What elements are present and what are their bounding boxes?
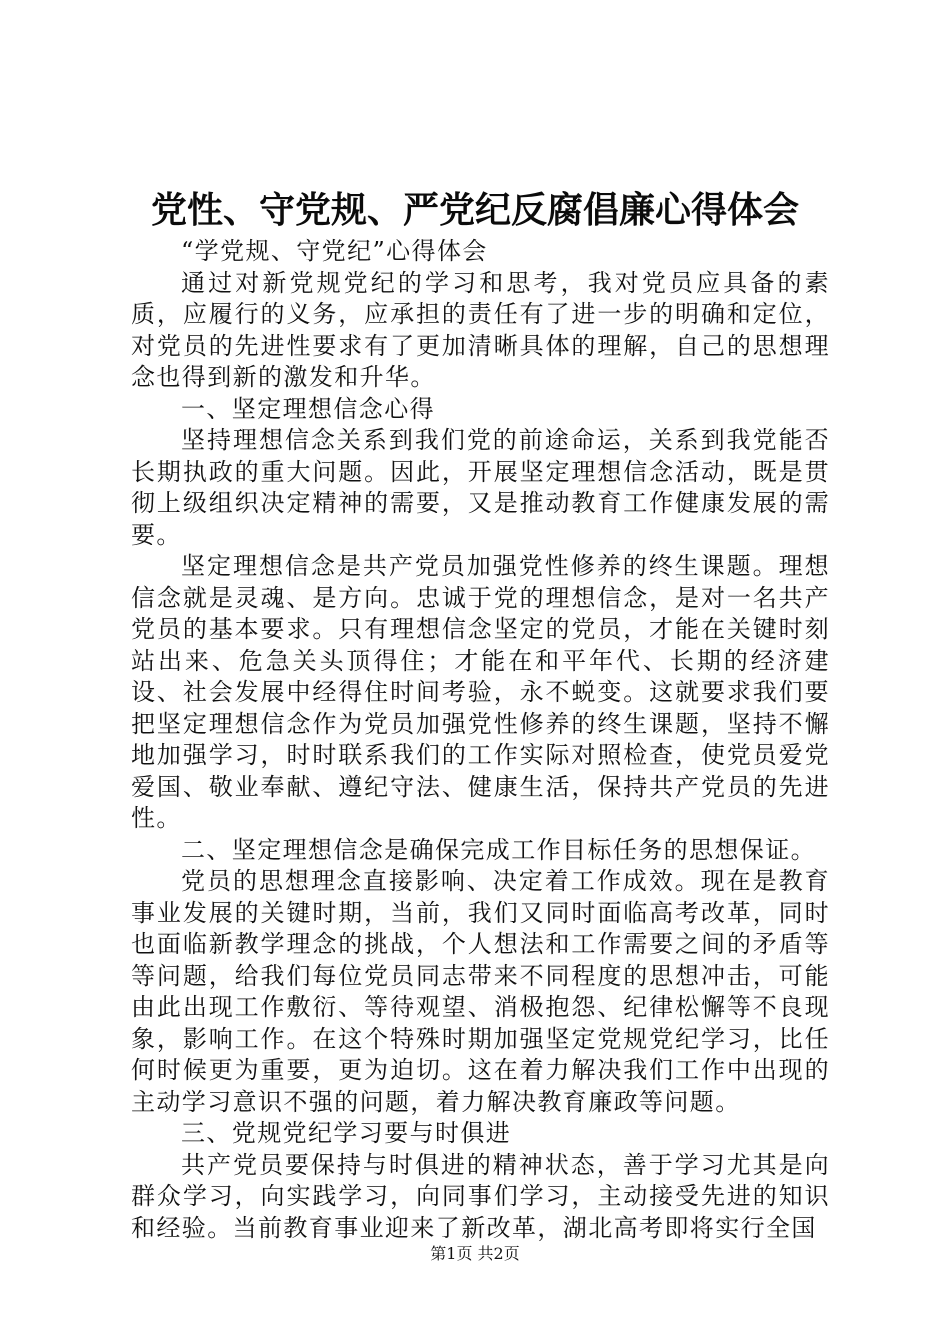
- page-number-footer: 第1页 共2页: [430, 1244, 520, 1263]
- document-body: [131, 236, 830, 1244]
- paragraph: 坚定理想信念是共产党员加强党性修养的终生课题。理想信念就是灵魂、是方向。忠诚于党的理想信念，是对一名共产党员的基本要求。只有理想信念坚定的党员，才能在关键时刻站出来、危急关头顶得住；才能在和平年代、长期的经济建设、社会发展中经得住时间考验，永不蜕变。这就要求我们要把坚定理想信念作为党员加强党性修养的终生课题，坚持不懈地加强学习，时时联系我们的工作实际对照检查，使党员爱党爱国、敬业奉献、遵纪守法、健康生活，保持共产党员的先进性。: [131, 552, 830, 832]
- paragraph: 坚持理想信念关系到我们党的前途命运，关系到我党能否长期执政的重大问题。因此，开展坚定理想信念活动，既是贯彻上级组织决定精神的需要，又是推动教育工作健康发展的需要。: [131, 426, 830, 549]
- section-heading-2: 二、坚定理想信念是确保完成工作目标任务的思想保证。: [181, 835, 816, 864]
- paragraph: 共产党员要保持与时俱进的精神状态，善于学习尤其是向群众学习，向实践学习，向同事们学习，主动接受先进的知识和经验。当前教育事业迎来了新改革，湖北高考即将实行全国: [131, 1150, 830, 1242]
- paragraph: 党员的思想理念直接影响、决定着工作成效。现在是教育事业发展的关键时期，当前，我们又同时面临高考改革，同时也面临新教学理念的挑战，个人想法和工作需要之间的矛盾等等问题，给我们每位党员同志带来不同程度的思想冲击，可能由此出现工作敷衍、等待观望、消极抱怨、纪律松懈等不良现象，影响工作。在这个特殊时期加强坚定党规党纪学习，比任何时候更为重要，更为迫切。这在着力解决我们工作中出现的主动学习意识不强的问题，着力解决教育廉政等问题。: [131, 867, 830, 1116]
- paragraph-subtitle: “学党规、守党纪”心得体会: [181, 237, 488, 265]
- section-heading-1: 一、坚定理想信念心得: [181, 394, 435, 423]
- paragraph-intro: 通过对新党规党纪的学习和思考，我对党员应具备的素质，应履行的义务，应承担的责任有了进一步的明确和定位，对党员的先进性要求有了更加清晰具体的理解，自己的思想理念也得到新的激发和升华。: [131, 268, 830, 391]
- section-heading-3: 三、党规党纪学习要与时俱进: [181, 1119, 512, 1147]
- document-title: 党性、守党规、严党纪反腐倡廉心得体会: [150, 189, 799, 231]
